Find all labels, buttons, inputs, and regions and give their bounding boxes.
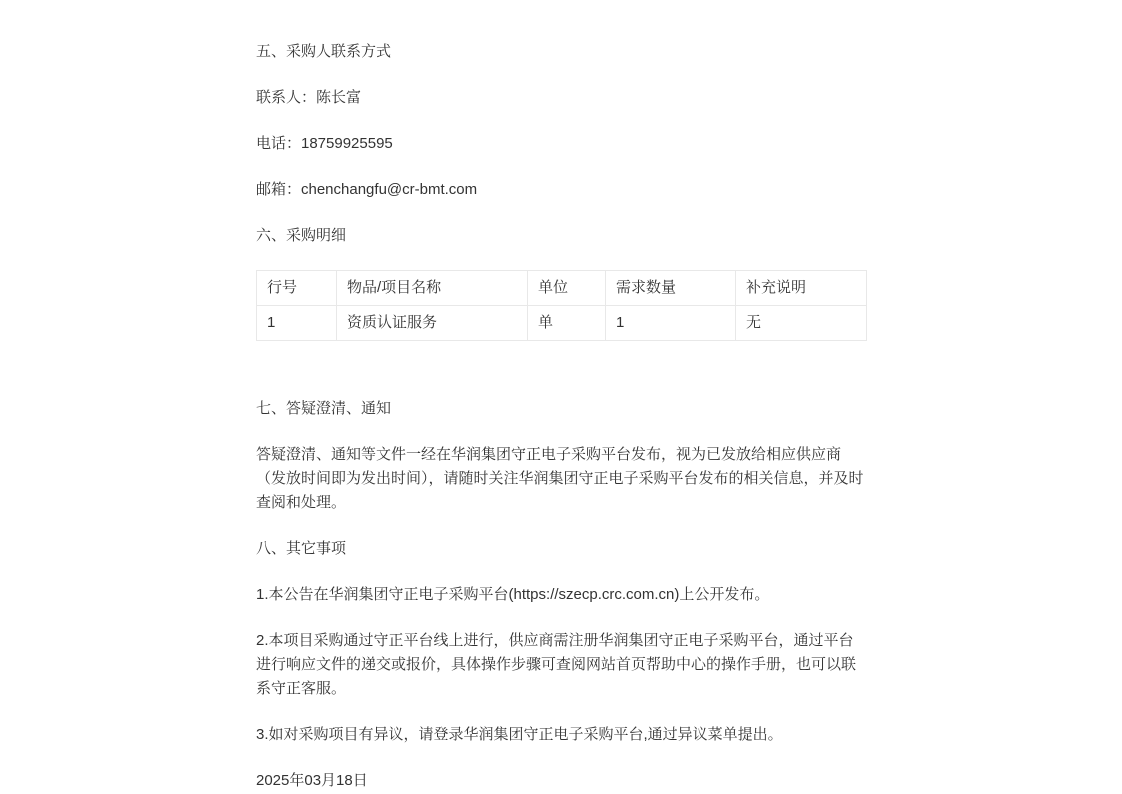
- section8-item-3: 3.如对采购项目有异议，请登录华润集团守正电子采购平台,通过异议菜单提出。: [256, 726, 783, 743]
- table-row: [257, 306, 867, 341]
- section8-item-2: 2.本项目采购通过守正平台线上进行，供应商需注册华润集团守正电子采购平台，通过平台进行响应文件的递交或报价，具体操作步骤可查阅网站首页帮助中心的操作手册，也可以联系守正客服。: [256, 632, 857, 697]
- cell-quantity: 1: [606, 306, 736, 341]
- cell-note: 无: [736, 306, 867, 341]
- table-header-quantity: 需求数量: [606, 271, 736, 306]
- table-header-note: 补充说明: [736, 271, 867, 306]
- procurement-detail-table: [256, 270, 867, 341]
- cell-item-name: 资质认证服务: [337, 306, 528, 341]
- section7-body: 答疑澄清、通知等文件一经在华润集团守正电子采购平台发布，视为已发放给相应供应商（发放时间即为发出时间），请随时关注华润集团守正电子采购平台发布的相关信息，并及时查阅和处理。: [256, 446, 864, 511]
- cell-unit: 单: [528, 306, 606, 341]
- contact-email-line: 邮箱：chenchangfu@cr-bmt.com: [256, 181, 478, 198]
- section6-heading: 六、采购明细: [256, 227, 347, 244]
- section5-heading: 五、采购人联系方式: [256, 43, 392, 60]
- section8-heading: 八、其它事项: [256, 540, 347, 557]
- contact-phone-line: 电话：18759925595: [256, 135, 393, 152]
- procurement-notice-document: [256, 0, 866, 793]
- cell-line-no: 1: [257, 306, 337, 341]
- table-header-unit: 单位: [528, 271, 606, 306]
- notice-date: 2025年03月18日: [256, 772, 368, 789]
- contact-person-line: 联系人：陈长富: [256, 89, 362, 106]
- table-header-row: [257, 271, 867, 306]
- table-header-item-name: 物品/项目名称: [337, 271, 528, 306]
- table-header-line-no: 行号: [257, 271, 337, 306]
- section8-item-1: 1.本公告在华润集团守正电子采购平台(https://szecp.crc.com.cn)上公开发布。: [256, 586, 770, 603]
- section7-heading: 七、答疑澄清、通知: [256, 400, 392, 417]
